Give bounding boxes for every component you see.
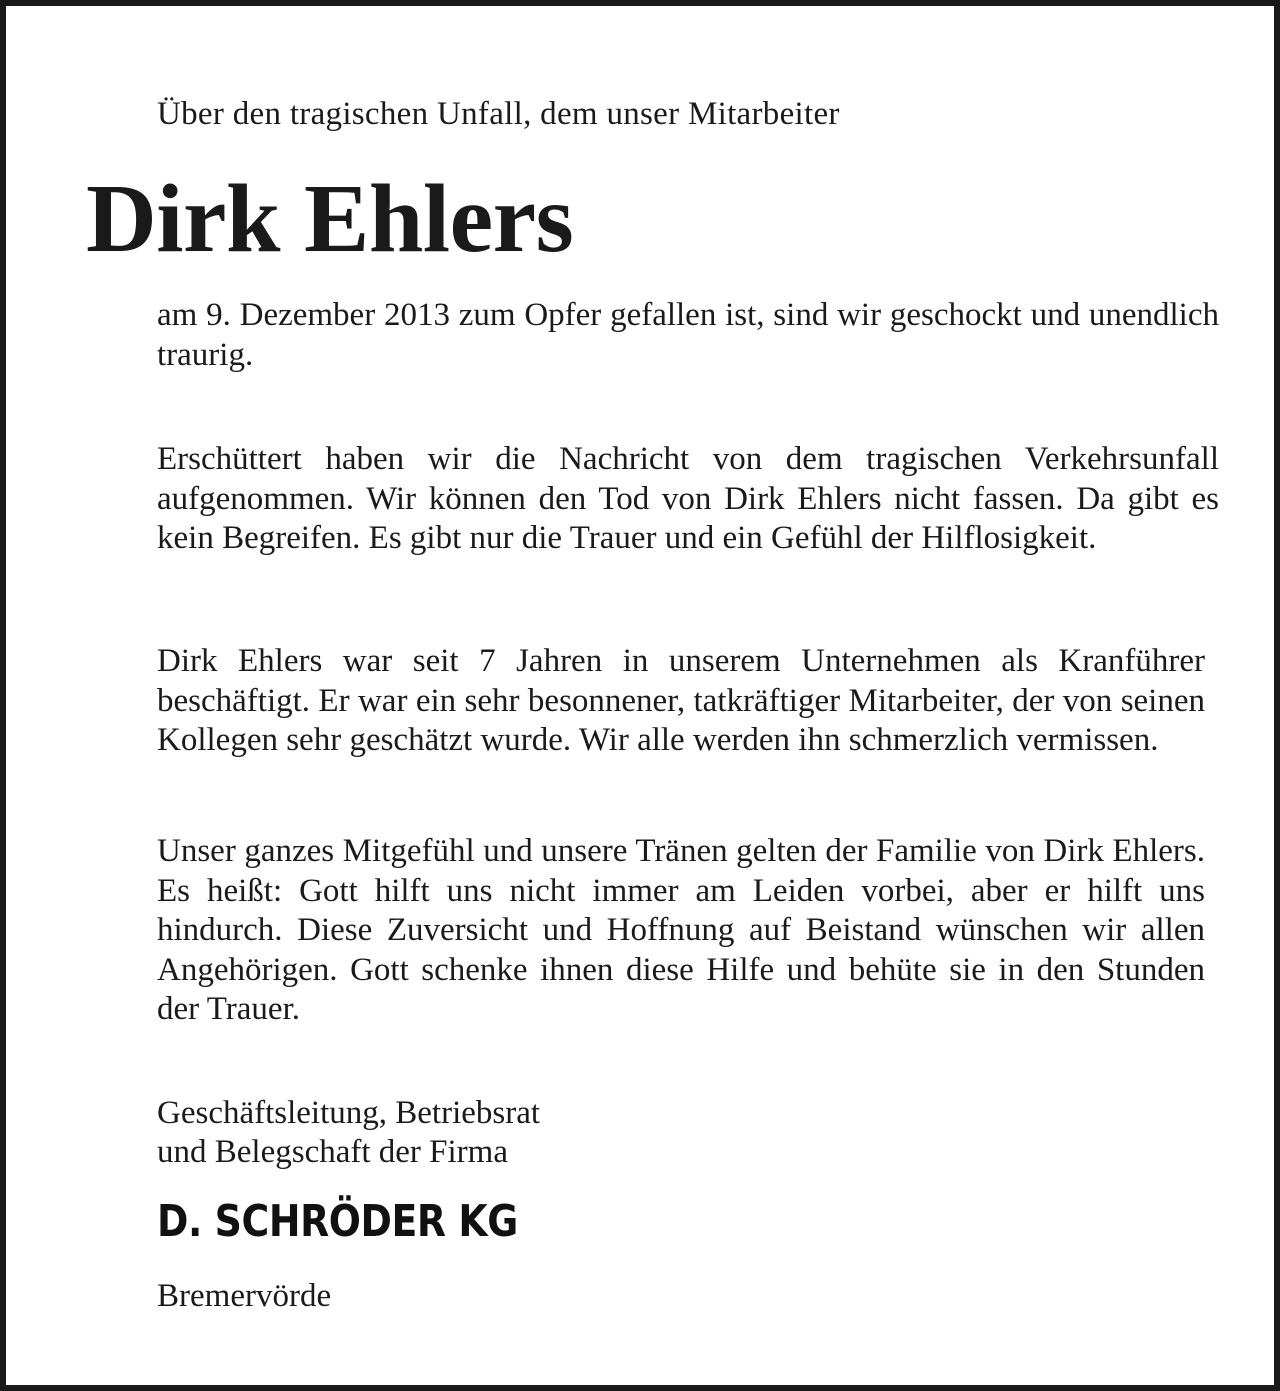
company-name: D. SCHRÖDER KG bbox=[157, 1196, 518, 1247]
paragraph-shock: Erschüttert haben wir die Nachricht von dem tragischen Verkehrsunfall aufgenommen. Wir können den Tod von Dirk Ehlers nicht fassen. Da gibt es kein Begreifen. Es gibt nur die Trauer und ein Gefühl der Hilflosigkeit. bbox=[157, 441, 1219, 556]
signature-line-2: und Belegschaft der Firma bbox=[157, 1134, 508, 1170]
paragraph-employment: Dirk Ehlers war seit 7 Jahren in unserem Unternehmen als Kranführer beschäftigt. Er war ein sehr besonnener, tatkräftiger Mitarbeiter, der von seinen Kollegen sehr geschätzt wurde. Wir alle werden ihn schmerzlich vermissen. bbox=[157, 643, 1205, 758]
deceased-name: Dirk Ehlers bbox=[86, 165, 574, 273]
signature-block bbox=[157, 1094, 540, 1172]
signature-line-1: Geschäftsleitung, Betriebsrat bbox=[157, 1095, 541, 1131]
paragraph-date: am 9. Dezember 2013 zum Opfer gefallen ist, sind wir geschockt und unendlich traurig. bbox=[157, 297, 1219, 373]
paragraph-condolence: Unser ganzes Mitgefühl und unsere Tränen gelten der Familie von Dirk Ehlers. Es heißt: Gott hilft uns nicht immer am Leiden vorbei, aber er hilft uns hindurch. Diese Zuversicht und Hoffnung auf Beistand wünschen wir allen Angehörigen. Gott schenke ihnen diese Hilfe und behüte sie in den Stunden der Trauer. bbox=[157, 833, 1205, 1027]
place-name: Bremervörde bbox=[157, 1278, 332, 1314]
intro-line: Über den tragischen Unfall, dem unser Mitarbeiter bbox=[157, 96, 840, 132]
